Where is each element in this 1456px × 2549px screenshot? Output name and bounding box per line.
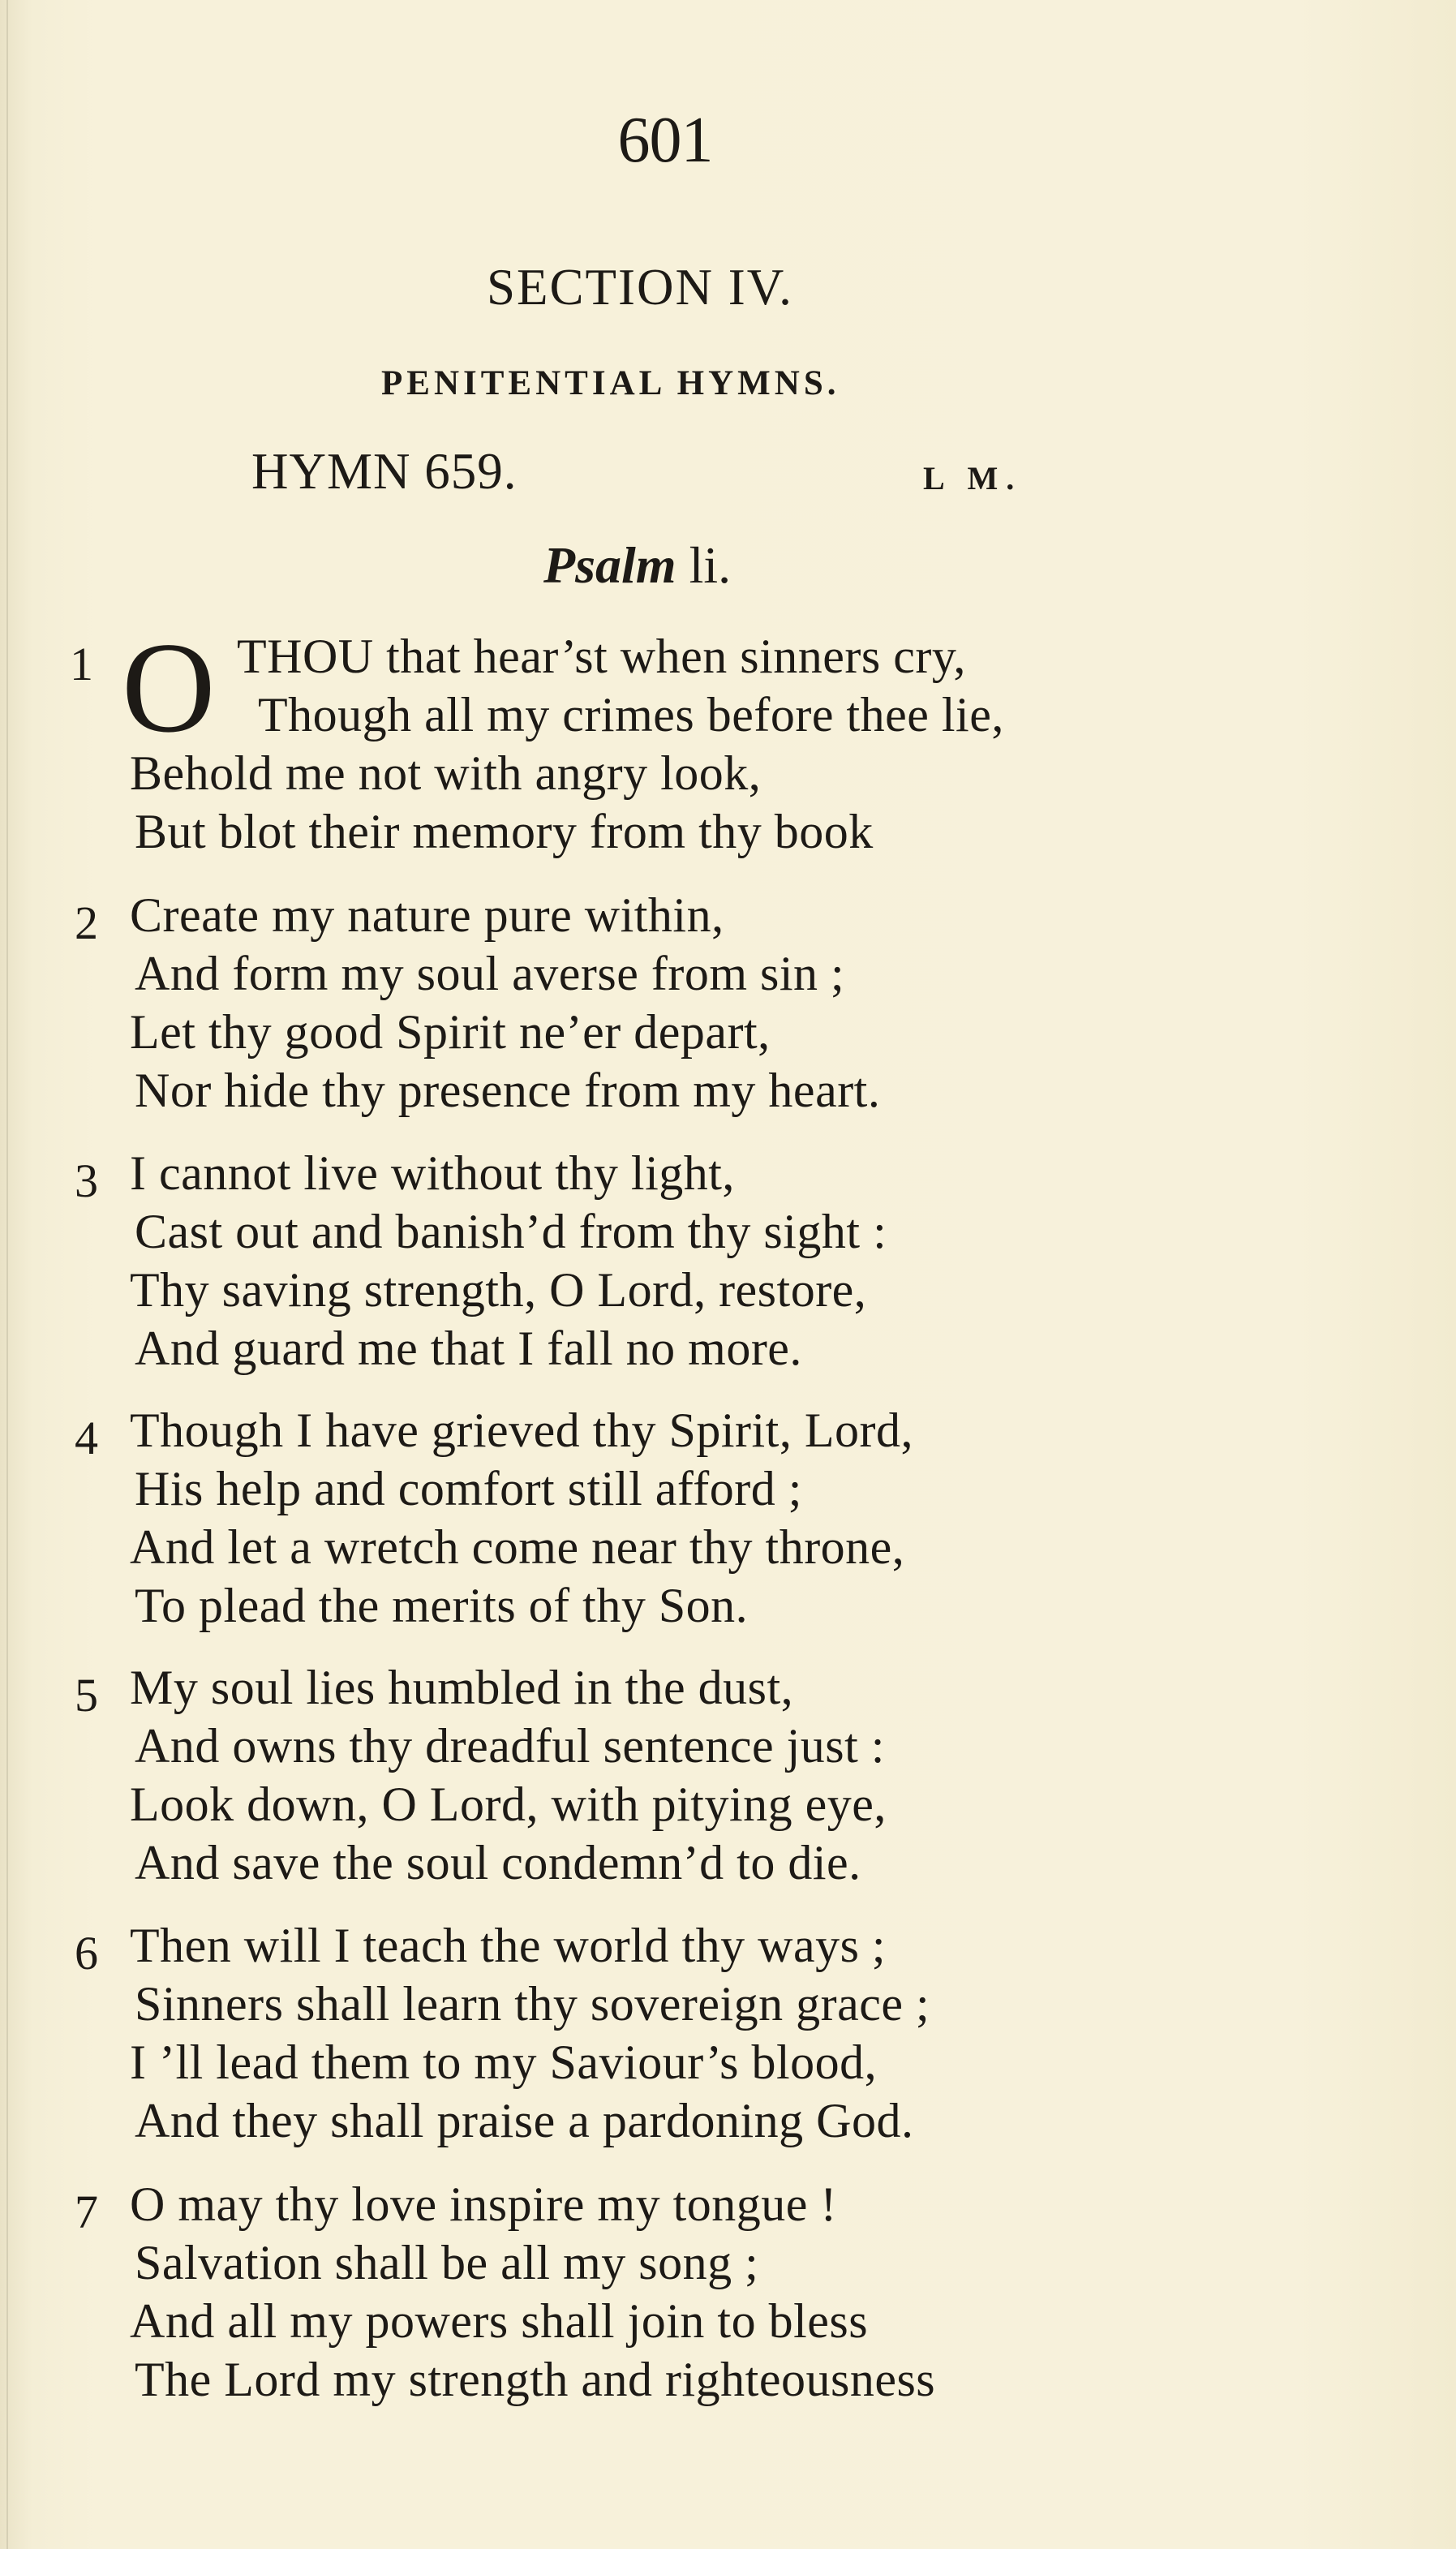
section-subtitle: PENITENTIAL HYMNS. [381, 364, 840, 402]
verse-line: Though all my crimes before thee lie, [258, 688, 1004, 741]
verse-line: His help and comfort still afford ; [135, 1462, 802, 1515]
verse-line: And guard me that I fall no more. [135, 1322, 802, 1375]
verse-number: 4 [75, 1412, 98, 1464]
gutter-shadow [6, 0, 8, 2549]
verse-line: Behold me not with angry look, [130, 746, 762, 800]
verse-line: I cannot live without thy light, [130, 1146, 735, 1200]
verse-line: Thy saving strength, O Lord, restore, [130, 1263, 867, 1317]
meter: L M. [923, 460, 1023, 496]
verse-line: Sinners shall learn thy sovereign grace ; [135, 1977, 930, 2031]
verse-line: I ’ll lead them to my Saviour’s blood, [130, 2035, 878, 2089]
verse-line: To plead the merits of thy Son. [135, 1579, 749, 1632]
verse-line: And let a wretch come near thy throne, [130, 1520, 905, 1574]
verse-line: And they shall praise a pardoning God. [135, 2094, 914, 2147]
verse-line: O may thy love inspire my tongue ! [130, 2177, 837, 2231]
verse-line: Then will I teach the world thy ways ; [130, 1919, 887, 1972]
verse-line: And owns thy dreadful sentence just : [135, 1719, 885, 1773]
verse-line: Salvation shall be all my song ; [135, 2236, 759, 2289]
psalm-reference [543, 535, 731, 595]
page-number: 601 [617, 105, 713, 176]
verse-line: Let thy good Spirit ne’er depart, [130, 1005, 771, 1059]
psalm-label: Psalm [543, 536, 676, 594]
hymn-number: HYMN 659. [251, 443, 518, 500]
psalm-number: li. [689, 536, 732, 594]
verse-line: The Lord my strength and righteousness [135, 2353, 936, 2406]
verse-line: Cast out and banish’d from thy sight : [135, 1205, 887, 1258]
verse-number: 1 [70, 638, 93, 690]
verse-line: Create my nature pure within, [130, 888, 724, 942]
verse-line: My soul lies humbled in the dust, [130, 1661, 794, 1714]
verse-number: 2 [75, 896, 98, 949]
drop-cap: O [122, 615, 216, 759]
verse-line: Though I have grieved thy Spirit, Lord, [130, 1403, 913, 1457]
verse-number: 3 [75, 1154, 98, 1207]
verse-line: But blot their memory from thy book [135, 805, 874, 858]
verse-number: 7 [75, 2186, 98, 2238]
verse-line: And all my powers shall join to bless [130, 2294, 869, 2348]
verse-line: Look down, O Lord, with pitying eye, [130, 1777, 887, 1831]
verse-line: THOU that hear’st when sinners cry, [237, 630, 966, 683]
verse-line: Nor hide thy presence from my heart. [135, 1064, 881, 1117]
verse-line: And form my soul averse from sin ; [135, 947, 845, 1000]
verse-number: 5 [75, 1669, 98, 1722]
section-title: SECTION IV. [487, 259, 793, 316]
verse-line: And save the soul condemn’d to die. [135, 1836, 861, 1889]
verse-number: 6 [75, 1927, 98, 1979]
